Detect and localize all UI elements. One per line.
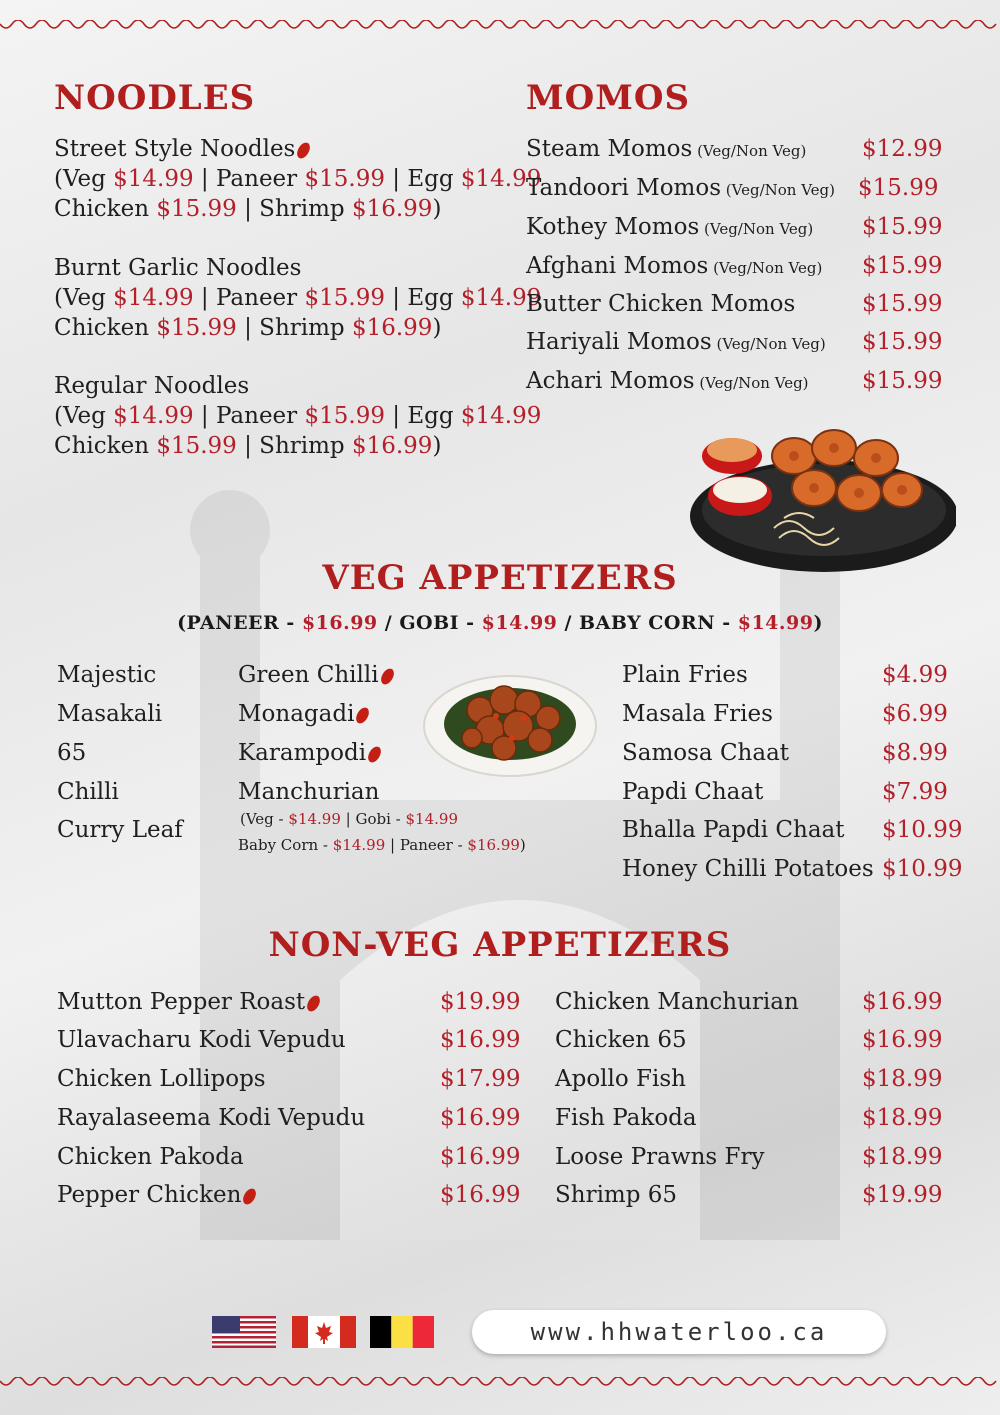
nonveg-price: $17.99 [440, 1066, 521, 1092]
momo-item: Tandoori Momos (Veg/Non Veg) [526, 175, 836, 201]
noodles-title: NOODLES [54, 78, 256, 118]
nonveg-item: Chicken 65 [555, 1027, 687, 1053]
veg-side-price: $10.99 [882, 817, 963, 843]
bottom-decorative-border [0, 1377, 1000, 1391]
veg-side-item: Bhalla Papdi Chaat [622, 817, 845, 843]
nonveg-price: $16.99 [440, 1182, 521, 1208]
nonveg-item: Ulavacharu Kodi Vepudu [57, 1027, 346, 1053]
momos-plate-image [684, 418, 956, 578]
momo-item: Hariyali Momos (Veg/Non Veg) [526, 329, 826, 355]
noodle-name: Burnt Garlic Noodles [54, 255, 302, 281]
veg-side-item: Samosa Chaat [622, 740, 790, 766]
momo-price: $15.99 [862, 291, 943, 317]
manchurian-price-line-2: Baby Corn - $14.99 | Paneer - $16.99) [238, 836, 526, 854]
veg-appetizers-title: VEG APPETIZERS [322, 558, 678, 598]
momo-item: Kothey Momos (Veg/Non Veg) [526, 214, 814, 240]
veg-style-item: Majestic [57, 662, 157, 688]
chili-icon [296, 140, 312, 160]
noodle-price-line-1: (Veg $14.99 | Paneer $15.99 | Egg $14.99 [54, 403, 542, 429]
veg-side-price: $8.99 [882, 740, 948, 766]
veg-style-item: 65 [57, 740, 87, 766]
veg-side-item: Papdi Chaat [622, 779, 764, 805]
veg-side-price: $7.99 [882, 779, 948, 805]
noodle-item-street-style [54, 134, 309, 164]
nonveg-price: $16.99 [862, 1027, 943, 1053]
veg-side-price: $4.99 [882, 662, 948, 688]
nonveg-price: $16.99 [440, 1105, 521, 1131]
website-url-link[interactable]: www.hhwaterloo.ca [472, 1310, 886, 1354]
veg-style-item: Masakali [57, 701, 163, 727]
nonveg-price: $19.99 [862, 1182, 943, 1208]
noodle-name: Regular Noodles [54, 373, 250, 399]
nonveg-price: $16.99 [862, 989, 943, 1015]
veg-side-price: $6.99 [882, 701, 948, 727]
appetizer-bowl-image [420, 660, 600, 780]
noodle-price-line-2: Chicken $15.99 | Shrimp $16.99) [54, 433, 442, 459]
nonveg-price: $18.99 [862, 1066, 943, 1092]
nonveg-item: Fish Pakoda [555, 1105, 697, 1131]
veg-side-item: Honey Chilli Potatoes [622, 856, 874, 882]
nonveg-item: Mutton Pepper Roast [57, 987, 319, 1017]
momo-item: Butter Chicken Momos [526, 291, 796, 317]
canada-flag-icon [292, 1316, 356, 1348]
veg-style-item: Green Chilli [238, 660, 393, 690]
momo-item: Achari Momos (Veg/Non Veg) [526, 368, 809, 394]
noodle-price-line-1: (Veg $14.99 | Paneer $15.99 | Egg $14.99 [54, 285, 542, 311]
veg-side-item: Masala Fries [622, 701, 773, 727]
noodle-price-line-1: (Veg $14.99 | Paneer $15.99 | Egg $14.99 [54, 166, 542, 192]
momo-item: Steam Momos (Veg/Non Veg) [526, 136, 807, 162]
nonveg-price: $19.99 [440, 989, 521, 1015]
nonveg-price: $18.99 [862, 1105, 943, 1131]
noodle-price-line-2: Chicken $15.99 | Shrimp $16.99) [54, 196, 442, 222]
nonveg-item: Chicken Manchurian [555, 989, 799, 1015]
noodle-item-burnt-garlic [54, 253, 301, 283]
nonveg-item: Chicken Pakoda [57, 1144, 244, 1170]
veg-side-item: Plain Fries [622, 662, 748, 688]
nonveg-price: $16.99 [440, 1027, 521, 1053]
veg-side-price: $10.99 [882, 856, 963, 882]
momo-price: $12.99 [862, 136, 943, 162]
momo-price: $15.99 [858, 175, 939, 201]
veg-style-item: Karampodi [238, 738, 380, 768]
top-decorative-border [0, 20, 1000, 34]
noodle-price-line-2: Chicken $15.99 | Shrimp $16.99) [54, 315, 442, 341]
nonveg-item: Shrimp 65 [555, 1182, 678, 1208]
nonveg-appetizers-title: NON-VEG APPETIZERS [268, 925, 732, 965]
noodle-item-regular [54, 371, 249, 401]
nonveg-price: $16.99 [440, 1144, 521, 1170]
nonveg-item: Loose Prawns Fry [555, 1144, 765, 1170]
nonveg-item: Pepper Chicken [57, 1180, 255, 1210]
veg-style-item: Monagadi [238, 699, 368, 729]
noodle-name: Street Style Noodles [54, 136, 296, 162]
momo-item: Afghani Momos (Veg/Non Veg) [526, 253, 823, 279]
momo-price: $15.99 [862, 214, 943, 240]
nonveg-item: Apollo Fish [555, 1066, 686, 1092]
veg-style-item: Chilli [57, 779, 119, 805]
veg-appetizers-price-subtitle: (PANEER - $16.99 / GOBI - $14.99 / BABY CORN - $14.99) [177, 612, 823, 634]
manchurian-price-line-1: (Veg - $14.99 | Gobi - $14.99 [240, 810, 459, 828]
momo-price: $15.99 [862, 253, 943, 279]
veg-style-item: Manchurian [238, 779, 380, 805]
nonveg-item: Rayalaseema Kodi Vepudu [57, 1105, 366, 1131]
veg-style-item: Curry Leaf [57, 817, 183, 843]
momo-price: $15.99 [862, 368, 943, 394]
belgium-flag-icon [370, 1316, 434, 1348]
momo-price: $15.99 [862, 329, 943, 355]
nonveg-item: Chicken Lollipops [57, 1066, 266, 1092]
momos-title: MOMOS [526, 78, 691, 118]
usa-flag-icon [212, 1316, 276, 1348]
nonveg-price: $18.99 [862, 1144, 943, 1170]
